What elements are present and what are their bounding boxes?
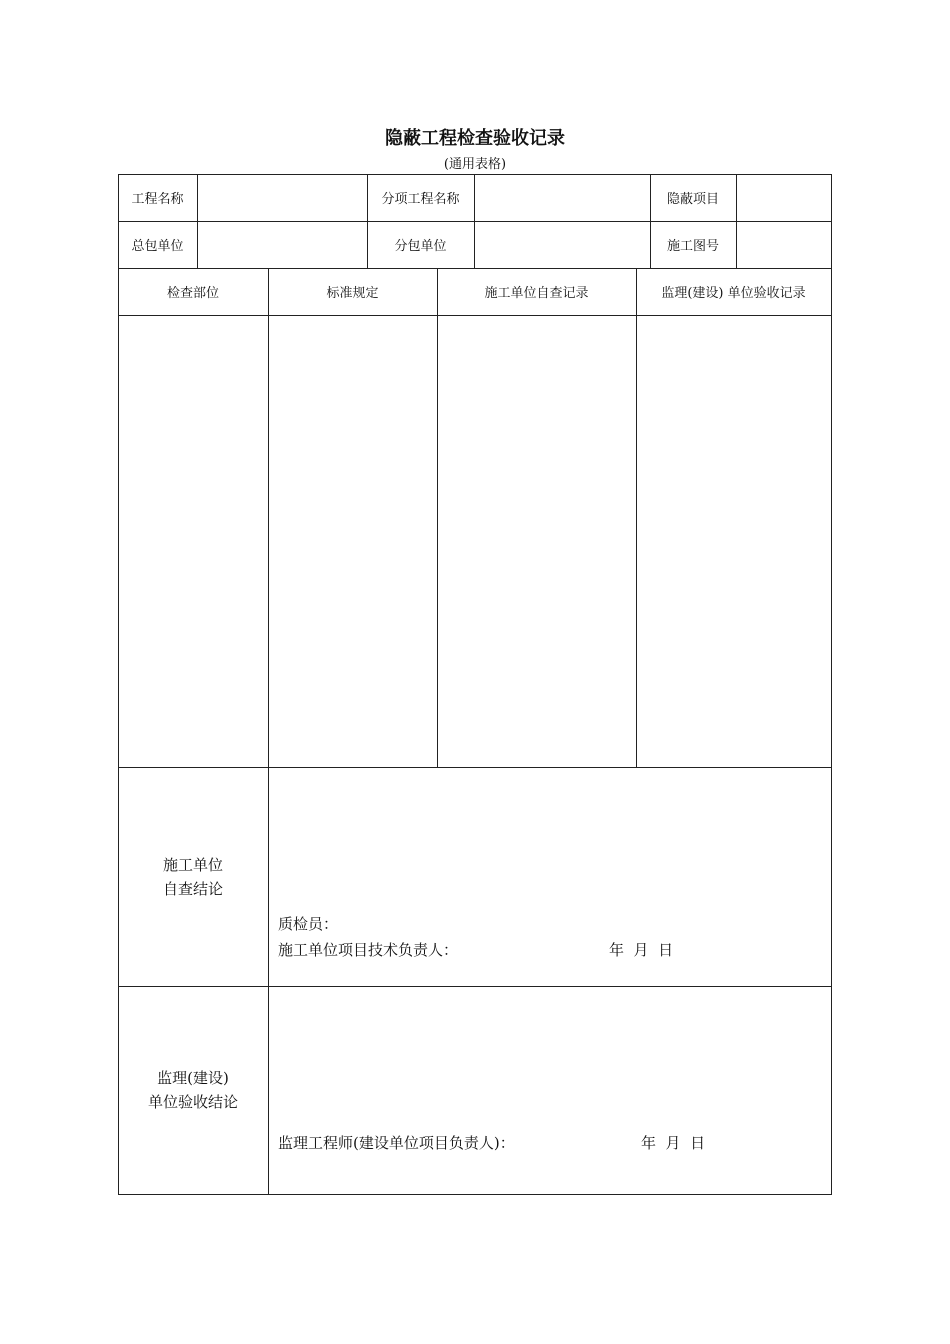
self-check-record-area[interactable]	[438, 316, 636, 767]
supervision-conclusion-label-line1: 监理(建设)	[157, 1069, 229, 1087]
construction-conclusion-label	[118, 767, 268, 986]
project-name-label: 工程名称	[131, 192, 184, 207]
construction-conclusion-label-line1: 施工单位	[162, 855, 223, 874]
subcontractor-label: 分包单位	[394, 239, 447, 254]
supervision-conclusion-label-line2: 单位验收结论	[147, 1093, 238, 1111]
drawing-no-field[interactable]	[737, 221, 831, 268]
drawing-no-label: 施工图号	[666, 239, 719, 254]
inspection-part-area[interactable]	[119, 316, 268, 767]
col-header-supervision-record: 监理(建设) 单位验收记录	[661, 286, 806, 301]
concealed-item-field[interactable]	[737, 174, 831, 221]
engineer-label: 监理工程师(建设单位项目负责人)：	[278, 1134, 515, 1152]
project-name-field[interactable]	[198, 174, 367, 221]
table-border-bottom	[118, 1194, 832, 1195]
supervision-conclusion-label	[118, 986, 268, 1194]
sub-project-name-field[interactable]	[475, 174, 650, 221]
general-contractor-field[interactable]	[198, 221, 367, 268]
tech-lead-label: 施工单位项目技术负责人：	[278, 941, 459, 959]
subcontractor-field[interactable]	[475, 221, 650, 268]
general-contractor-label: 总包单位	[131, 239, 184, 254]
supervision-date-label: 年 月 日	[641, 1134, 706, 1152]
table-border-right	[831, 174, 832, 1195]
col-header-standard: 标准规定	[326, 286, 379, 301]
standard-area[interactable]	[269, 316, 437, 767]
construction-date-label: 年 月 日	[609, 941, 674, 959]
concealed-item-label: 隐蔽项目	[666, 192, 719, 207]
col-header-self-check-record: 施工单位自查记录	[484, 286, 589, 301]
inspector-label: 质检员：	[278, 915, 339, 933]
document-subtitle: (通用表格)	[443, 157, 507, 172]
supervision-record-area[interactable]	[637, 316, 831, 767]
col-header-inspection-part: 检查部位	[166, 286, 219, 301]
construction-conclusion-label-line2: 自查结论	[162, 879, 223, 898]
document-title: 隐蔽工程检查验收记录	[385, 128, 565, 149]
sub-project-name-label: 分项工程名称	[381, 192, 460, 207]
